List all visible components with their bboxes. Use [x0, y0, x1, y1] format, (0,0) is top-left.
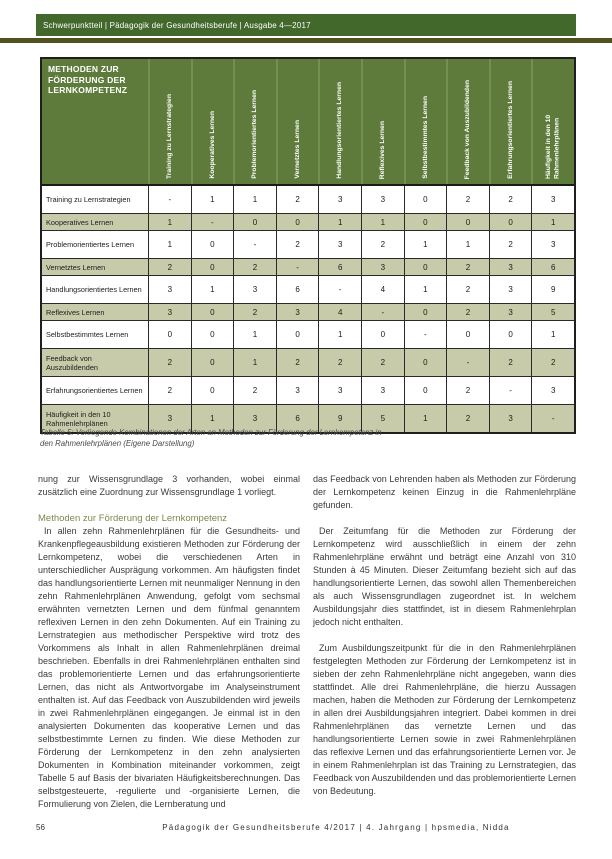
- table-cell: 2: [361, 349, 404, 376]
- table-cell: -: [148, 186, 191, 213]
- table-row: [42, 303, 574, 320]
- table-cell: 6: [318, 259, 361, 275]
- table-cell: 2: [276, 186, 319, 213]
- table-cell: 3: [318, 377, 361, 404]
- table-cell: 3: [361, 186, 404, 213]
- table-cell: -: [361, 304, 404, 320]
- footer-journal-line: Pädagogik der Gesundheitsberufe 4/2017 | 4. Jahrgang | hpsmedia, Nidda: [162, 822, 510, 832]
- column-header: [233, 59, 276, 184]
- table-cell: 3: [276, 377, 319, 404]
- article-column-right: [313, 473, 576, 811]
- table-cell: 2: [233, 377, 276, 404]
- row-label: Problemorientiertes Lernen: [46, 240, 135, 249]
- table-cell: 0: [191, 377, 234, 404]
- table-cell: 2: [489, 186, 532, 213]
- column-header: [489, 59, 532, 184]
- table-cell: 3: [318, 186, 361, 213]
- table-cell: 0: [404, 214, 447, 230]
- table-cell: 1: [361, 214, 404, 230]
- table-cell: 0: [361, 321, 404, 348]
- table-cell: 1: [404, 231, 447, 258]
- table-cell: 6: [531, 259, 574, 275]
- column-header: [318, 59, 361, 184]
- column-header-label: Reflexives Lernen: [379, 120, 387, 179]
- section-heading: Methoden zur Förderung der Lernkompetenz: [38, 513, 228, 524]
- table-cell: 2: [446, 304, 489, 320]
- table-cell: 2: [318, 349, 361, 376]
- table-cell: 0: [191, 349, 234, 376]
- row-label: Häufigkeit in den 10 Rahmenlehrplänen: [46, 409, 111, 428]
- table-cell: 2: [361, 231, 404, 258]
- table-cell: 4: [318, 304, 361, 320]
- column-header-label: Training zu Lernstrategien: [166, 94, 174, 179]
- row-label: Selbstbestimmtes Lernen: [46, 330, 129, 339]
- table-cell: 3: [233, 405, 276, 432]
- table-cell: 1: [318, 321, 361, 348]
- table-cell: 3: [531, 186, 574, 213]
- table-cell: 0: [446, 321, 489, 348]
- column-header: [446, 59, 489, 184]
- table-cell: 0: [191, 321, 234, 348]
- table-cell: -: [489, 377, 532, 404]
- table-cell: 2: [446, 405, 489, 432]
- table-row: [42, 213, 574, 230]
- table-cell: 2: [446, 186, 489, 213]
- table-row: [42, 258, 574, 275]
- body-paragraph: das Feedback von Lehrenden haben als Methoden zur Förderung der Lernkompetenz keinen Einzug in die Rahmenlehrpläne gefunden.: [313, 474, 576, 510]
- table-row: [42, 376, 574, 404]
- table-cell: 3: [531, 377, 574, 404]
- table-cell: 5: [361, 405, 404, 432]
- table-row: [42, 320, 574, 348]
- table-cell: 5: [531, 304, 574, 320]
- table-cell: 2: [276, 349, 319, 376]
- column-header-label: Handlungsorientiertes Lernen: [336, 82, 344, 179]
- table-cell: 3: [489, 405, 532, 432]
- table-cell: 2: [148, 259, 191, 275]
- table-cell: -: [446, 349, 489, 376]
- table-header: [42, 59, 574, 184]
- table-cell: 3: [489, 276, 532, 303]
- column-header: [148, 59, 191, 184]
- table-cell: 3: [489, 304, 532, 320]
- table-cell: 1: [531, 321, 574, 348]
- table-cell: 2: [446, 276, 489, 303]
- table-cell: 1: [148, 214, 191, 230]
- table-cell: 1: [404, 276, 447, 303]
- table-cell: 1: [318, 214, 361, 230]
- article-column-left: [38, 473, 300, 824]
- row-label: Handlungsorientiertes Lernen: [46, 285, 142, 294]
- body-paragraph: Zum Ausbildungszeitpunkt für die in den Rahmenlehrplänen festgelegten Methoden zur Förderung der Lernkompetenz ist in sieben der zehn Rahmenlehrpläne nicht angegeben, wann dies stattfindet. Alle drei Rahmenlehrpläne, die hierzu Aussagen machen, haben die Methoden zur Förderung der Lernkompetenz in allen drei Ausbildungsjahren integriert. Dabei kommen in drei Rahmenlehrplänen das vernetzte Lernen und das handlungsorientierte Lernen sowie in zwei Rahmenlehrplänen das reflexive Lernen und das erfahrungsorientierte Lernen vor. Je in einem Rahmenlehrplan ist das Training zu Lernstrategien, das Feedback von Auszubildenden und das problemorientierte Lernen von Bedeutung.: [313, 643, 576, 796]
- table-cell: 4: [361, 276, 404, 303]
- page-footer: [36, 820, 576, 834]
- body-paragraph: In allen zehn Rahmenlehrplänen für die Gesundheits- und Krankenpflegeausbildung existieren Methoden zur Förderung der Lernkompetenz, wobei die verschiedenen Arten in unterschiedlicher Ausprägung vorkommen. Am häufigsten findet das handlungsorientierte Lernen mit neunmaliger Nennung in den zehn Rahmenlehrplänen Anwendung, gefolgt vom sechsmal erwähnten vernetzten Lernen und dem fünfmal genanntem reflexiven Lernen in den zehn Dokumenten. Auf ein Training zu Lernstrategien aus methodischer Perspektive wird trotz des Vorkommens als Inhalt in allen Rahmenlehrplänen dreimal beschrieben. Ebenfalls in drei Rahmenlehrplänen enthalten sind das problemorientierte Lernen und das erfahrungsorientierte Lernen, das nicht als Antwortvorgabe im Analyseinstrument enthalten ist. Auf das Feedback von Auszubildenden wird jeweils in zwei Rahmenlehrplänen eingegangen. Je einmal ist in den analysierten Dokumenten das kooperative Lernen und das selbstbestimmte Lernen zu finden. Wie diese Methoden zur Förderung der Lernkompetenz in den zehn analysierten Dokumenten in Kombination miteinander vorkommen, zeigt Tabelle 5 auf Basis der bivariaten Häufigkeitsberechnungen. Das selbstgesteuerte, -regulierte und -organisierte Lernen, die Formulierung von Zielen, die Lernberatung und: [38, 526, 300, 809]
- table-cell: 0: [404, 377, 447, 404]
- table-cell: 2: [276, 231, 319, 258]
- table-cell: 3: [148, 304, 191, 320]
- table-cell: 3: [276, 304, 319, 320]
- table-cell: 1: [233, 321, 276, 348]
- table-cell: 0: [191, 304, 234, 320]
- table-title: METHODEN ZUR FÖRDERUNG DER LERNKOMPETENZ: [48, 64, 128, 95]
- table-cell: 0: [276, 321, 319, 348]
- running-header-bar: [36, 14, 576, 36]
- body-paragraph: Der Zeitumfang für die Methoden zur Förderung der Lernkompetenz wird ausschließlich in einem der zehn Rahmenlehrpläne erwähnt und beträgt eine Anzahl von 310 Stunden à 45 Minuten. Dieser Zeitumfang bezieht sich auf das handlungsorientierte Lernen, das sowohl allen Themenbereichen als auch Wissensgrundlagen zugeordnet ist. In welchem Ausbildungsjahr dies stattfindet, ist in diesem Rahmenlehrplan jedoch nicht enthalten.: [313, 526, 576, 627]
- table-cell: 3: [148, 276, 191, 303]
- table-cell: 3: [361, 377, 404, 404]
- table-cell: -: [318, 276, 361, 303]
- table-cell: 2: [489, 231, 532, 258]
- table-cell: 9: [318, 405, 361, 432]
- table-row: [42, 275, 574, 303]
- table-cell: 2: [446, 259, 489, 275]
- table-cell: 1: [404, 405, 447, 432]
- column-header: [404, 59, 447, 184]
- table-cell: -: [404, 321, 447, 348]
- table-cell: 9: [531, 276, 574, 303]
- table-row: [42, 348, 574, 376]
- table-cell: -: [233, 231, 276, 258]
- column-header-label: Vernetztes Lernen: [293, 120, 301, 179]
- table-cell: 3: [318, 231, 361, 258]
- row-label: Reflexives Lernen: [46, 307, 105, 317]
- table-cell: 1: [233, 349, 276, 376]
- table-cell: -: [191, 214, 234, 230]
- table-cell: 2: [489, 349, 532, 376]
- table-cell: 1: [148, 231, 191, 258]
- table-cell: -: [276, 259, 319, 275]
- body-paragraph: nung zur Wissensgrundlage 3 vorhanden, wobei einmal zusätzlich eine Zuordnung zur Wissensgrundlage 1 vorliegt.: [38, 474, 300, 497]
- row-label: Kooperatives Lernen: [46, 217, 114, 227]
- table-cell: -: [531, 405, 574, 432]
- table-cell: 0: [489, 214, 532, 230]
- table-cell: 0: [233, 214, 276, 230]
- table-cell: 1: [233, 186, 276, 213]
- table-cell: 6: [276, 405, 319, 432]
- table-cell: 1: [446, 231, 489, 258]
- table-cell: 0: [404, 349, 447, 376]
- table-row: [42, 230, 574, 258]
- header-rule: [0, 38, 612, 43]
- table-cell: 2: [446, 377, 489, 404]
- column-header: [531, 59, 574, 184]
- row-label: Training zu Lernstrategien: [46, 195, 131, 204]
- table-cell: 2: [233, 304, 276, 320]
- table-cell: 0: [446, 214, 489, 230]
- table-cell: 2: [531, 349, 574, 376]
- table-cell: 3: [489, 259, 532, 275]
- table-cell: 3: [148, 405, 191, 432]
- column-header-label: Erfahrungsorientiertes Lernen: [506, 81, 514, 179]
- table-cell: 1: [191, 276, 234, 303]
- table-cell: 1: [191, 186, 234, 213]
- column-header: [361, 59, 404, 184]
- table-cell: 0: [148, 321, 191, 348]
- table-cell: 0: [276, 214, 319, 230]
- table-cell: 2: [233, 259, 276, 275]
- methods-matrix-table: [40, 57, 576, 434]
- table-cell: 6: [276, 276, 319, 303]
- table-cell: 1: [531, 214, 574, 230]
- table-cell: 0: [191, 259, 234, 275]
- running-header-text: Schwerpunktteil | Pädagogik der Gesundheitsberufe | Ausgabe 4—2017: [43, 20, 311, 30]
- table-row: [42, 184, 574, 213]
- column-header-label: Kooperatives Lernen: [208, 111, 216, 179]
- table-cell: 3: [361, 259, 404, 275]
- table-cell: 3: [531, 231, 574, 258]
- table-caption: Tabelle 5: Vorliegende Kombinationen der Arten an Methoden zur Förderung der Lernkompetenz in den Rahmenlehrplänen (Eigene Darstellung): [40, 428, 382, 448]
- column-header-label: Selbstbestimmtes Lernen: [421, 96, 429, 179]
- row-label: Erfahrungsorientiertes Lernen: [46, 386, 143, 395]
- row-label: Vernetztes Lernen: [46, 262, 106, 272]
- column-header: [276, 59, 319, 184]
- table-cell: 0: [191, 231, 234, 258]
- column-header-label: Problemorientiertes Lernen: [251, 90, 259, 179]
- page-number: 56: [36, 822, 45, 832]
- table-cell: 0: [404, 259, 447, 275]
- table-cell: 0: [404, 304, 447, 320]
- table-cell: 2: [148, 349, 191, 376]
- column-header-label: Feedback von Auszubildenden: [464, 79, 472, 179]
- table-cell: 1: [191, 405, 234, 432]
- table-body: [42, 184, 574, 432]
- table-cell: 0: [404, 186, 447, 213]
- column-header-label: Häufigkeit in den 10 Rahmenlehrplänen: [545, 114, 561, 179]
- row-label: Feedback von Auszubildenden: [46, 353, 98, 372]
- column-header: [191, 59, 234, 184]
- table-cell: 2: [148, 377, 191, 404]
- table-cell: 3: [233, 276, 276, 303]
- table-cell: 0: [489, 321, 532, 348]
